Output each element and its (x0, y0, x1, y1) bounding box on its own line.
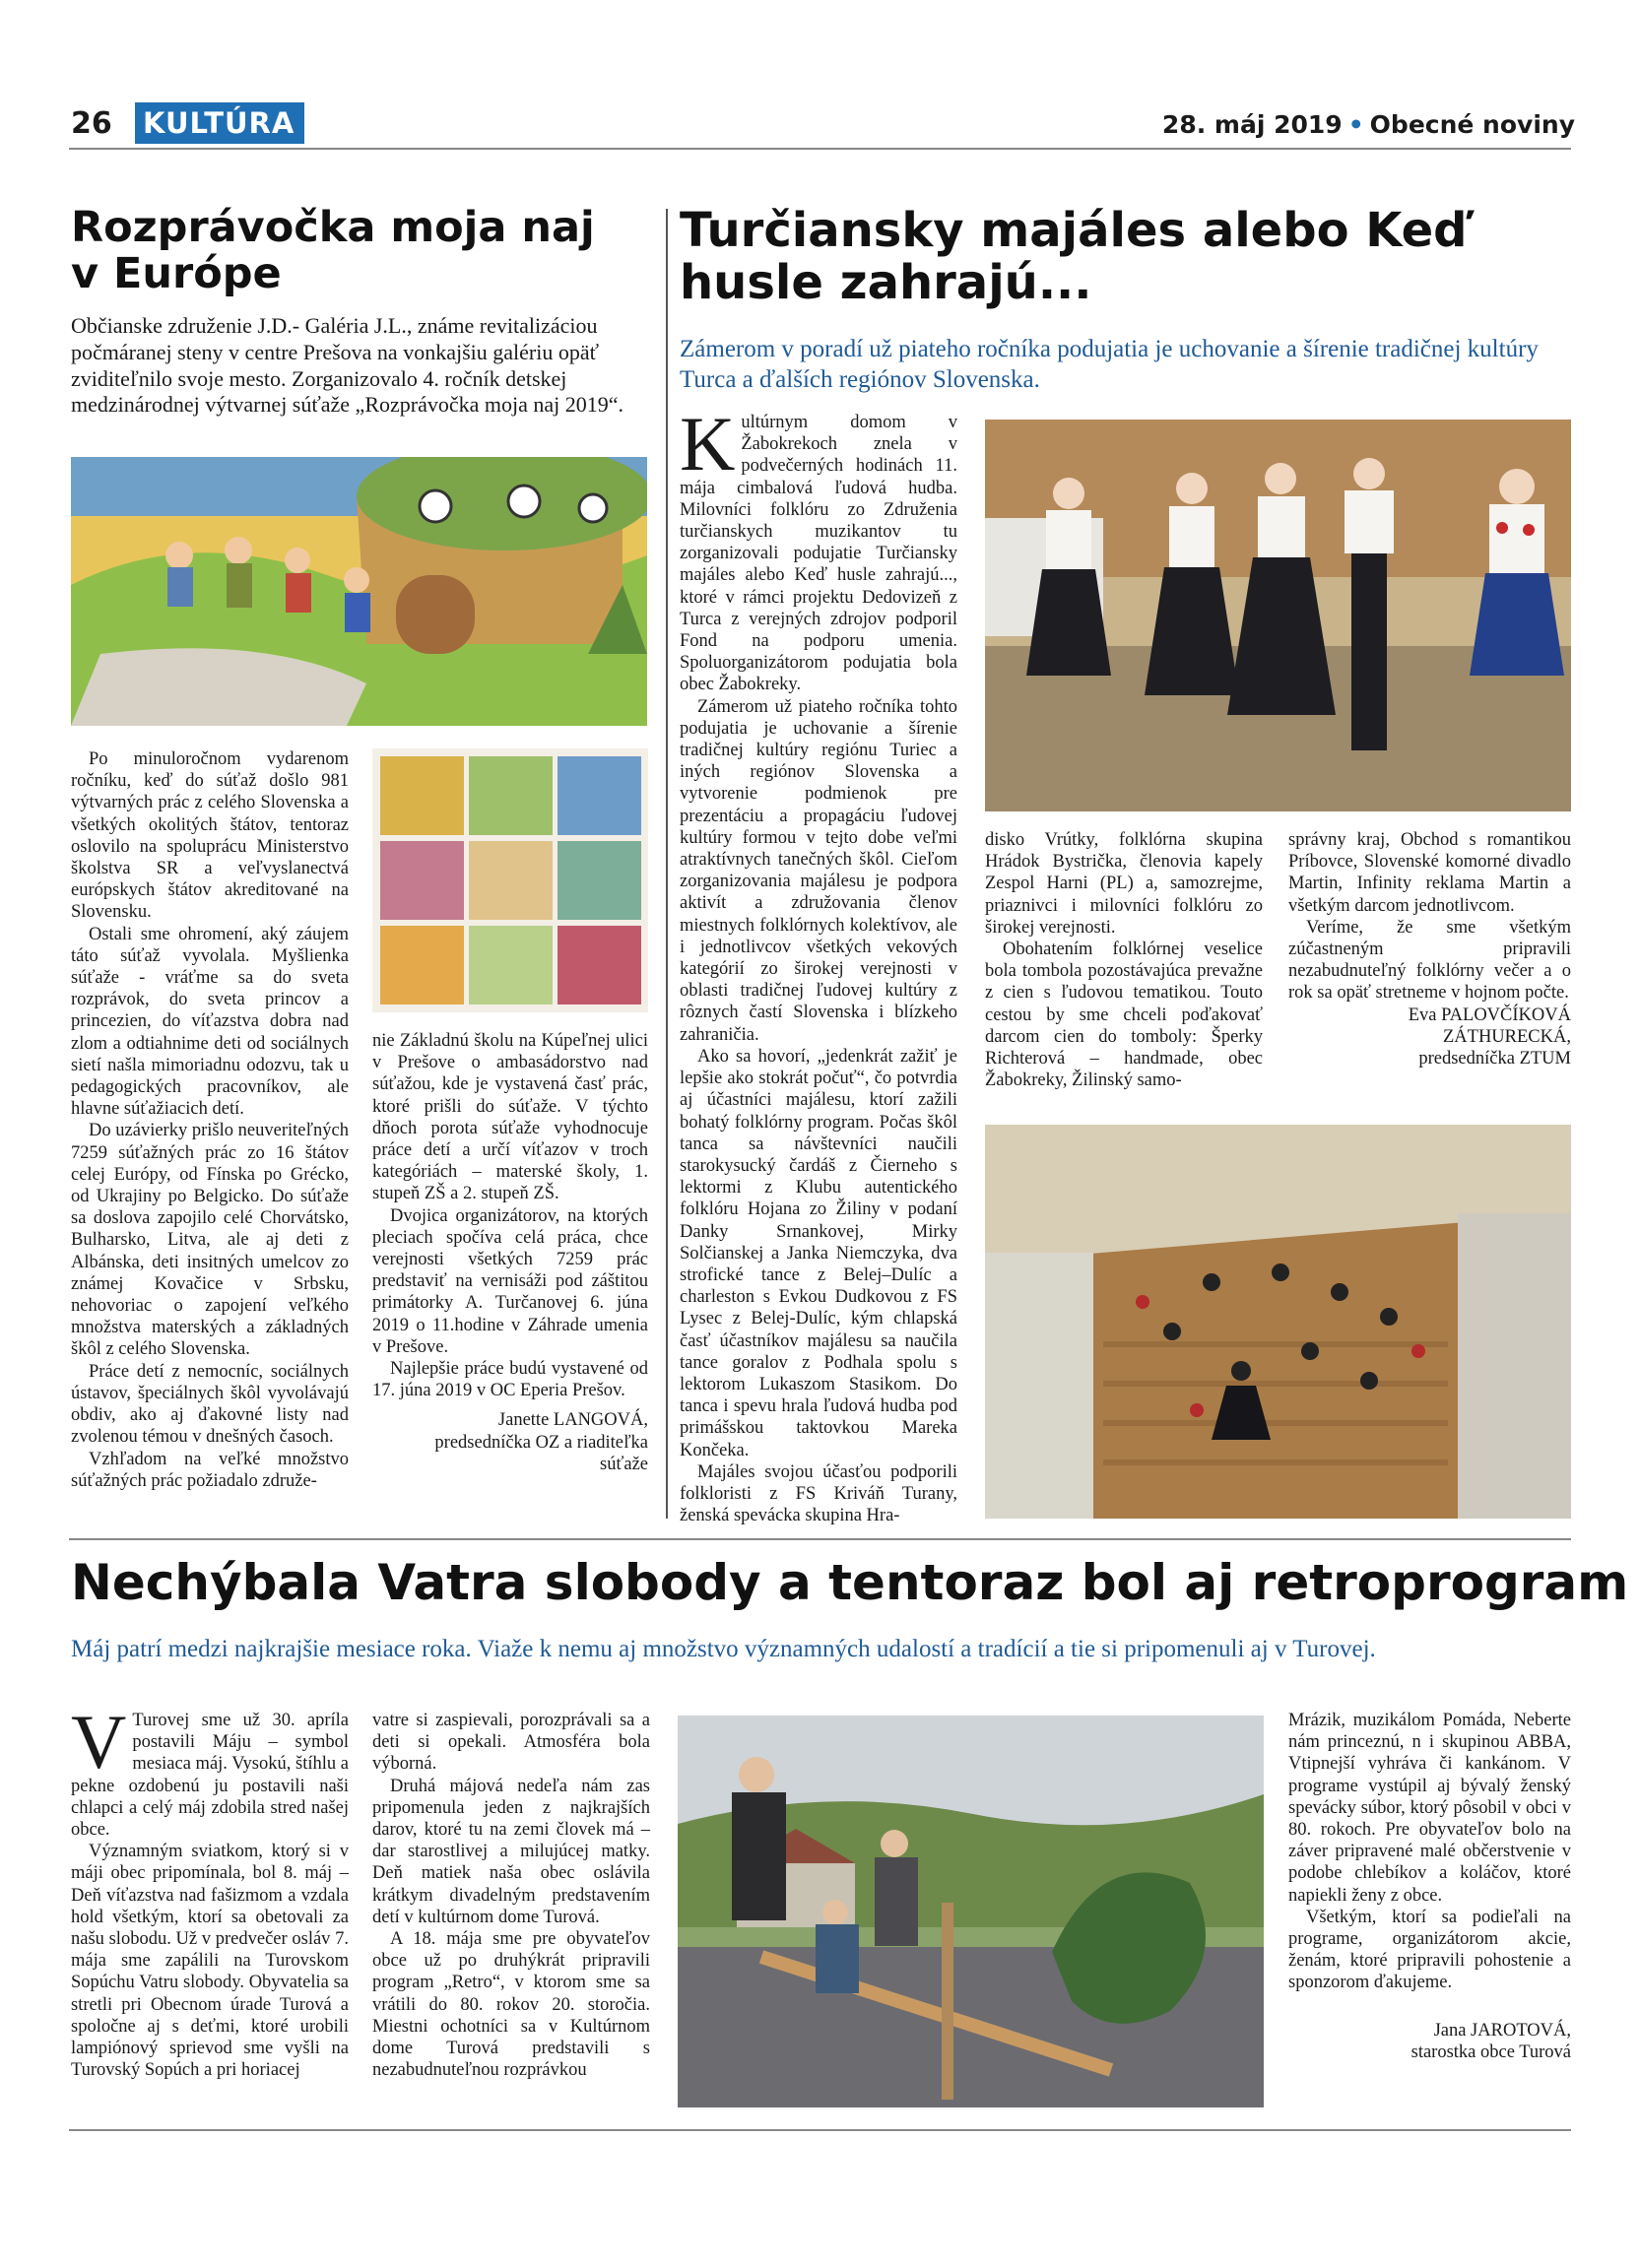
article2-paragraph: Veríme, že sme všetkým zúčastneným pripravili nezabudnuteľný folklórny večer a o rok sa opäť stretneme v hojnom počte. (1288, 917, 1571, 1004)
article3-column2 (372, 1710, 650, 2081)
page-number: 26 (71, 106, 112, 141)
article2-paragraph: Ako sa hovorí, „jedenkrát zažiť je lepšie ako stokrát počuť“, čo potvrdia aj účastníci majálesu, ktorí zažili bohatý folklórny program. Počas škôl tanca sa návštevníci naučili starokysucký čardáš z Čierneho s lektormi z Klubu autentického folklóru Hojana zo Žiliny v podaní Danky Srnankovej, Mirky Solčianskej a Janka Niemczyka, dva strofické tance z Belej–Dulíc a charleston s Evkou Dudkovou z FS Lysec z Belej-Dulíc, kým chlapská časť účastníkov majálesu sa naučila tance goralov z Podhala spolu s lektorom Lukaszom Stasikom. Do tanca i spevu hrala ľudová hudba pod primášskou taktovkou Mareka Končeka. (680, 1046, 957, 1460)
article2-column1 (680, 401, 957, 1526)
dance-hall-photo (985, 1125, 1571, 1519)
article2-column2 (985, 829, 1263, 1091)
article3-paragraph: Významným sviatkom, ktorý si v máji obec pripomínala, bol 8. máj – Deň víťazstva nad fašizmom a vzdala hold všetkým, ktorí sa obetovali za našu slobodu. Už v predvečer osláv 7. mája sme zapálili na Turovskom Sopúchu Vatru slobody. Obyvatelia sa stretli pri Obecnom úrade Turová a spoločne aj s deťmi, ktoré urobili lampiónový sprievod sme vyšli na Turovský Sopúch a pri horiacej (71, 1842, 349, 2081)
painting-graphic (71, 457, 647, 726)
header-rule (69, 148, 1571, 150)
article3-first-text: Turovej sme už 30. apríla postavili Máju – symbol mesiaca máj. Vysokú, štíhlu a pekne ozdobenú ju postavili naši chlapci a celý máj zdobila stred našej obce. (71, 1711, 349, 1841)
masthead-bullet: • (1347, 110, 1364, 139)
article2-paragraph: disko Vrútky, folklórna skupina Hrádok Bystrička, členovia kapely Zespol Harni (PL) a, samozrejme, priaznivci i milovníci folklóru zo širokej verejnosti. (985, 830, 1263, 938)
article2-paragraph: Zámerom už piateho ročníka tohto podujatia je uchovanie a šírenie tradičnej kultúry regiónu Turiec a iných regiónov Slovenska a vytvorenie podmienok pre prezentáciu a propagáciu ľudovej kultúry formou v tejto dobe veľmi atraktívnych tanečných škôl. Cieľom zorganizovania majálesu je podpora aktivít a združovania členov miestnych folklórnych kolektívov, ale i jednotlivcov všetkých vekových kategórií zo širokej verejnosti v oblasti tradičnej ľudovej kultúry z rôznych častí Slovenska i blízkeho zahraničia. (680, 696, 957, 1045)
collage-graphic (372, 748, 648, 1012)
article1-column1 (71, 748, 349, 1492)
article3-paragraph: Všetkým, ktorí sa podieľali na programe, organizátorom akcie, ženám, ktoré pripravili pohostenie a sponzorom ďakujeme. (1288, 1907, 1571, 1993)
article2-first-text: ultúrnym domom v Žabokrekoch znela v podvečerných hodinách 11. mája cimbalová ľudová hudba. Milovníci folklóru zo Združenia turčianskych muzikantov tu zorganizovali podujatie Turčiansky majáles alebo Keď husle zahrajú..., ktoré v rámci projektu Dedovizeň z Turca z verejných zdrojov podporil Fond na podporu umenia. Spoluorganizátorom podujatia bola obec Žabokreky. (680, 413, 957, 695)
article1-title (71, 205, 662, 298)
article1-paragraph: Vzhľadom na veľké množstvo súťažných prác požiadalo združe- (71, 1449, 349, 1491)
article3-column1 (71, 1699, 349, 2081)
article3-signature-name: Jana JAROTOVÁ, (1433, 2020, 1571, 2041)
article1-lead: Občianske združenie J.D.- Galéria J.L., známe revitalizáciou počmáranej steny v centre Prešova na vonkajšiu galériu opäť zviditeľnilo svoje mesto. Zorganizovalo 4. ročník detskej medzinárodnej výtvarnej súťaže „Rozprávočka moja naj 2019“. (71, 313, 624, 418)
article2-signature-name: Eva PALOVČÍKOVÁ (1408, 1004, 1571, 1025)
article2-paragraph: Obohatením folklórnej veselice bola tombola pozostávajúca prevažne z cien s ľudovou tematikou. Touto cestou by sme chceli poďakovať darcom cien do tomboly: Šperky Richterová – handmade, obec Žabokreky, Žilinský samo- (985, 940, 1263, 1091)
article2-first-paragraph (680, 401, 957, 696)
article2-title-line1: Turčiansky majáles alebo Keď (680, 203, 1468, 258)
article1-paragraph: Ostali sme ohromení, aký záujem táto súťaž vyvolala. Myšlienka súťaže - vráťme sa do sveta rozprávok, do sveta princov a princezien, do víťazstva dobra nad zlom a odtiahnime deti od sociálnych sietí našla mimoriadnu odozvu, tak u pedagogických pracovníkov, ale hlavne súťažiacich detí. (71, 924, 349, 1120)
article2-signature-role: predsedníčka ZTUM (1418, 1049, 1571, 1069)
article3-lead: Máj patrí medzi najkrajšie mesiace roka. Viaže k nemu aj množstvo významných udalostí a tradícií a tie si pripomenuli aj v Turovej. (71, 1636, 1376, 1662)
children-painting-photo (71, 457, 647, 726)
article1-title-line1: Rozprávočka moja naj (71, 203, 595, 252)
article3-first-paragraph (71, 1699, 349, 1841)
article1-paragraph: Dvojica organizátorov, na ktorých pleciach spočíva celá práca, chce verejnosti všetkých 7259 prác predstaviť na vernisáži pod záštitou primátorky A. Turčanovej 6. júna 2019 o 11.hodine v Záhrade umenia v Prešove. (372, 1205, 648, 1357)
section-rule (69, 1538, 1571, 1540)
article1-paragraph: Do uzávierky prišlo neuveriteľných 7259 súťažných prác zo 16 štátov celej Európy, od Fínska po Grécko, od Ukrajiny po Belgicko. Do súťaže sa doslova zapojilo celé Chorvátsko, Bulharsko, Litva, ale aj deti z Albánska, deti insitných umelcov zo známej Kovačice v Srbsku, nehovoriac o zapojení veľkého množstva materských a základných škôl z celého Slovenska. (71, 1121, 349, 1360)
article2-signature-name2: ZÁTHURECKÁ, (1442, 1026, 1571, 1047)
article3-dropcap: V (71, 1699, 127, 1784)
section-label: KULTÚRA (135, 102, 304, 144)
article2-lead: Zámerom v poradí už piateho ročníka podujatia je uchovanie a šírenie tradičnej kultúry Turca a ďalších regiónov Slovenska. (680, 336, 1539, 393)
dancers-photo (985, 420, 1571, 811)
article2-dropcap: K (680, 401, 736, 486)
article3-paragraph: A 18. mája sme pre obyvateľov obce už po druhýkrát pripravili program „Retro“, v ktorom sme sa vrátili do 80. rokov 20. storočia. Miestni ochotníci sa v Kultúrnom dome Turová predstavili s nezabudnuteľnou rozprávkou (372, 1929, 650, 2081)
article1-signature-name: Janette LANGOVÁ, (497, 1410, 648, 1431)
article1-paragraph: Najlepšie práce budú vystavené od 17. júna 2019 v OC Eperia Prešov. (372, 1359, 648, 1401)
footer-rule (69, 2129, 1571, 2131)
article3-paragraph: vatre si zaspievali, porozprávali sa a deti si opekali. Atmosféra bola výborná. (372, 1711, 650, 1775)
maypole-graphic (678, 1716, 1264, 2107)
maypole-photo (678, 1716, 1264, 2107)
masthead (1162, 110, 1575, 139)
article3-title: Nechýbala Vatra slobody a tentoraz bol aj retroprogram (71, 1554, 1629, 1611)
article2-title-line2: husle zahrajú... (680, 254, 1092, 310)
article1-paragraph: Práce detí z nemocníc, sociálnych ústavov, špeciálnych škôl vyvolávajú obdiv, ako aj ďakovné listy nad zvolenou témou v dnešných časoch. (71, 1361, 349, 1448)
article2-paragraph: správny kraj, Obchod s romantikou Príbovce, Slovenské komorné divadlo Martin, Infinity reklama Martin a všetkým darcom jednotlivcom. (1288, 830, 1571, 916)
newspaper-name: Obecné noviny (1369, 110, 1575, 139)
article2-column3 (1288, 829, 1571, 1069)
article3-paragraph: Druhá májová nedeľa nám zas pripomenula jeden z najkrajších darov, ktoré tu na zemi človek má – dar starostlivej a milujúcej matky. Deň matiek naša obec oslávila krátkym divadelným predstavením detí v kultúrnom dome Turová. (372, 1776, 650, 1927)
artwork-collage-photo (372, 748, 648, 1012)
column-divider (666, 209, 668, 1519)
article1-title-line2: v Európe (71, 249, 282, 299)
dance-hall-graphic (985, 1125, 1571, 1519)
article3-paragraph: Mrázik, muzikálom Pomáda, Neberte nám princeznú, n i skupinou ABBA, Vtipnejší vyhráva či kankánom. V programe vystúpil aj bývalý ženský spevácky súbor, ktorý pôsobil v obci v 80. rokoch. Pre obyvateľov bolo na záver pripravené malé občerstvenie v podobe chlebíkov a koláčov, ktoré napiekli ženy z obce. (1288, 1711, 1571, 1906)
article1-signature-role2: súťaže (600, 1454, 648, 1474)
article3-column3 (1288, 1710, 1571, 2063)
article2-paragraph: Majáles svojou účasťou podporili folkloristi z FS Kriváň Turany, ženská spevácka skupina Hra- (680, 1461, 957, 1526)
article1-signature-role: predsedníčka OZ a riaditeľka (434, 1432, 648, 1453)
article1-paragraph: nie Základnú školu na Kúpeľnej ulici v Prešove o ambasádorstvo nad súťažou, kde je vystavená časť prác, ktoré prišli do súťaže. V týchto dňoch porota súťaže vyhodnocuje práce detí a určí víťazov v troch kategóriách – materské školy, 1. stupeň ZŠ a 2. stupeň ZŠ. (372, 1031, 648, 1204)
article2-title (680, 205, 1566, 309)
article1-paragraph: Po minuloročnom vydarenom ročníku, keď do súťaž došlo 981 výtvarných prác z celého Slovenska a všetkých okolitých štátov, tentoraz oslovilo na spoluprácu Ministerstvo školstva SR a veľvyslanectvá európskych štátov akreditované na Slovensku. (71, 749, 349, 923)
article3-signature-role: starostka obce Turová (1410, 2041, 1571, 2062)
dancers-graphic (985, 420, 1571, 811)
issue-date: 28. máj 2019 (1161, 110, 1343, 139)
article1-column2 (372, 1030, 648, 1475)
